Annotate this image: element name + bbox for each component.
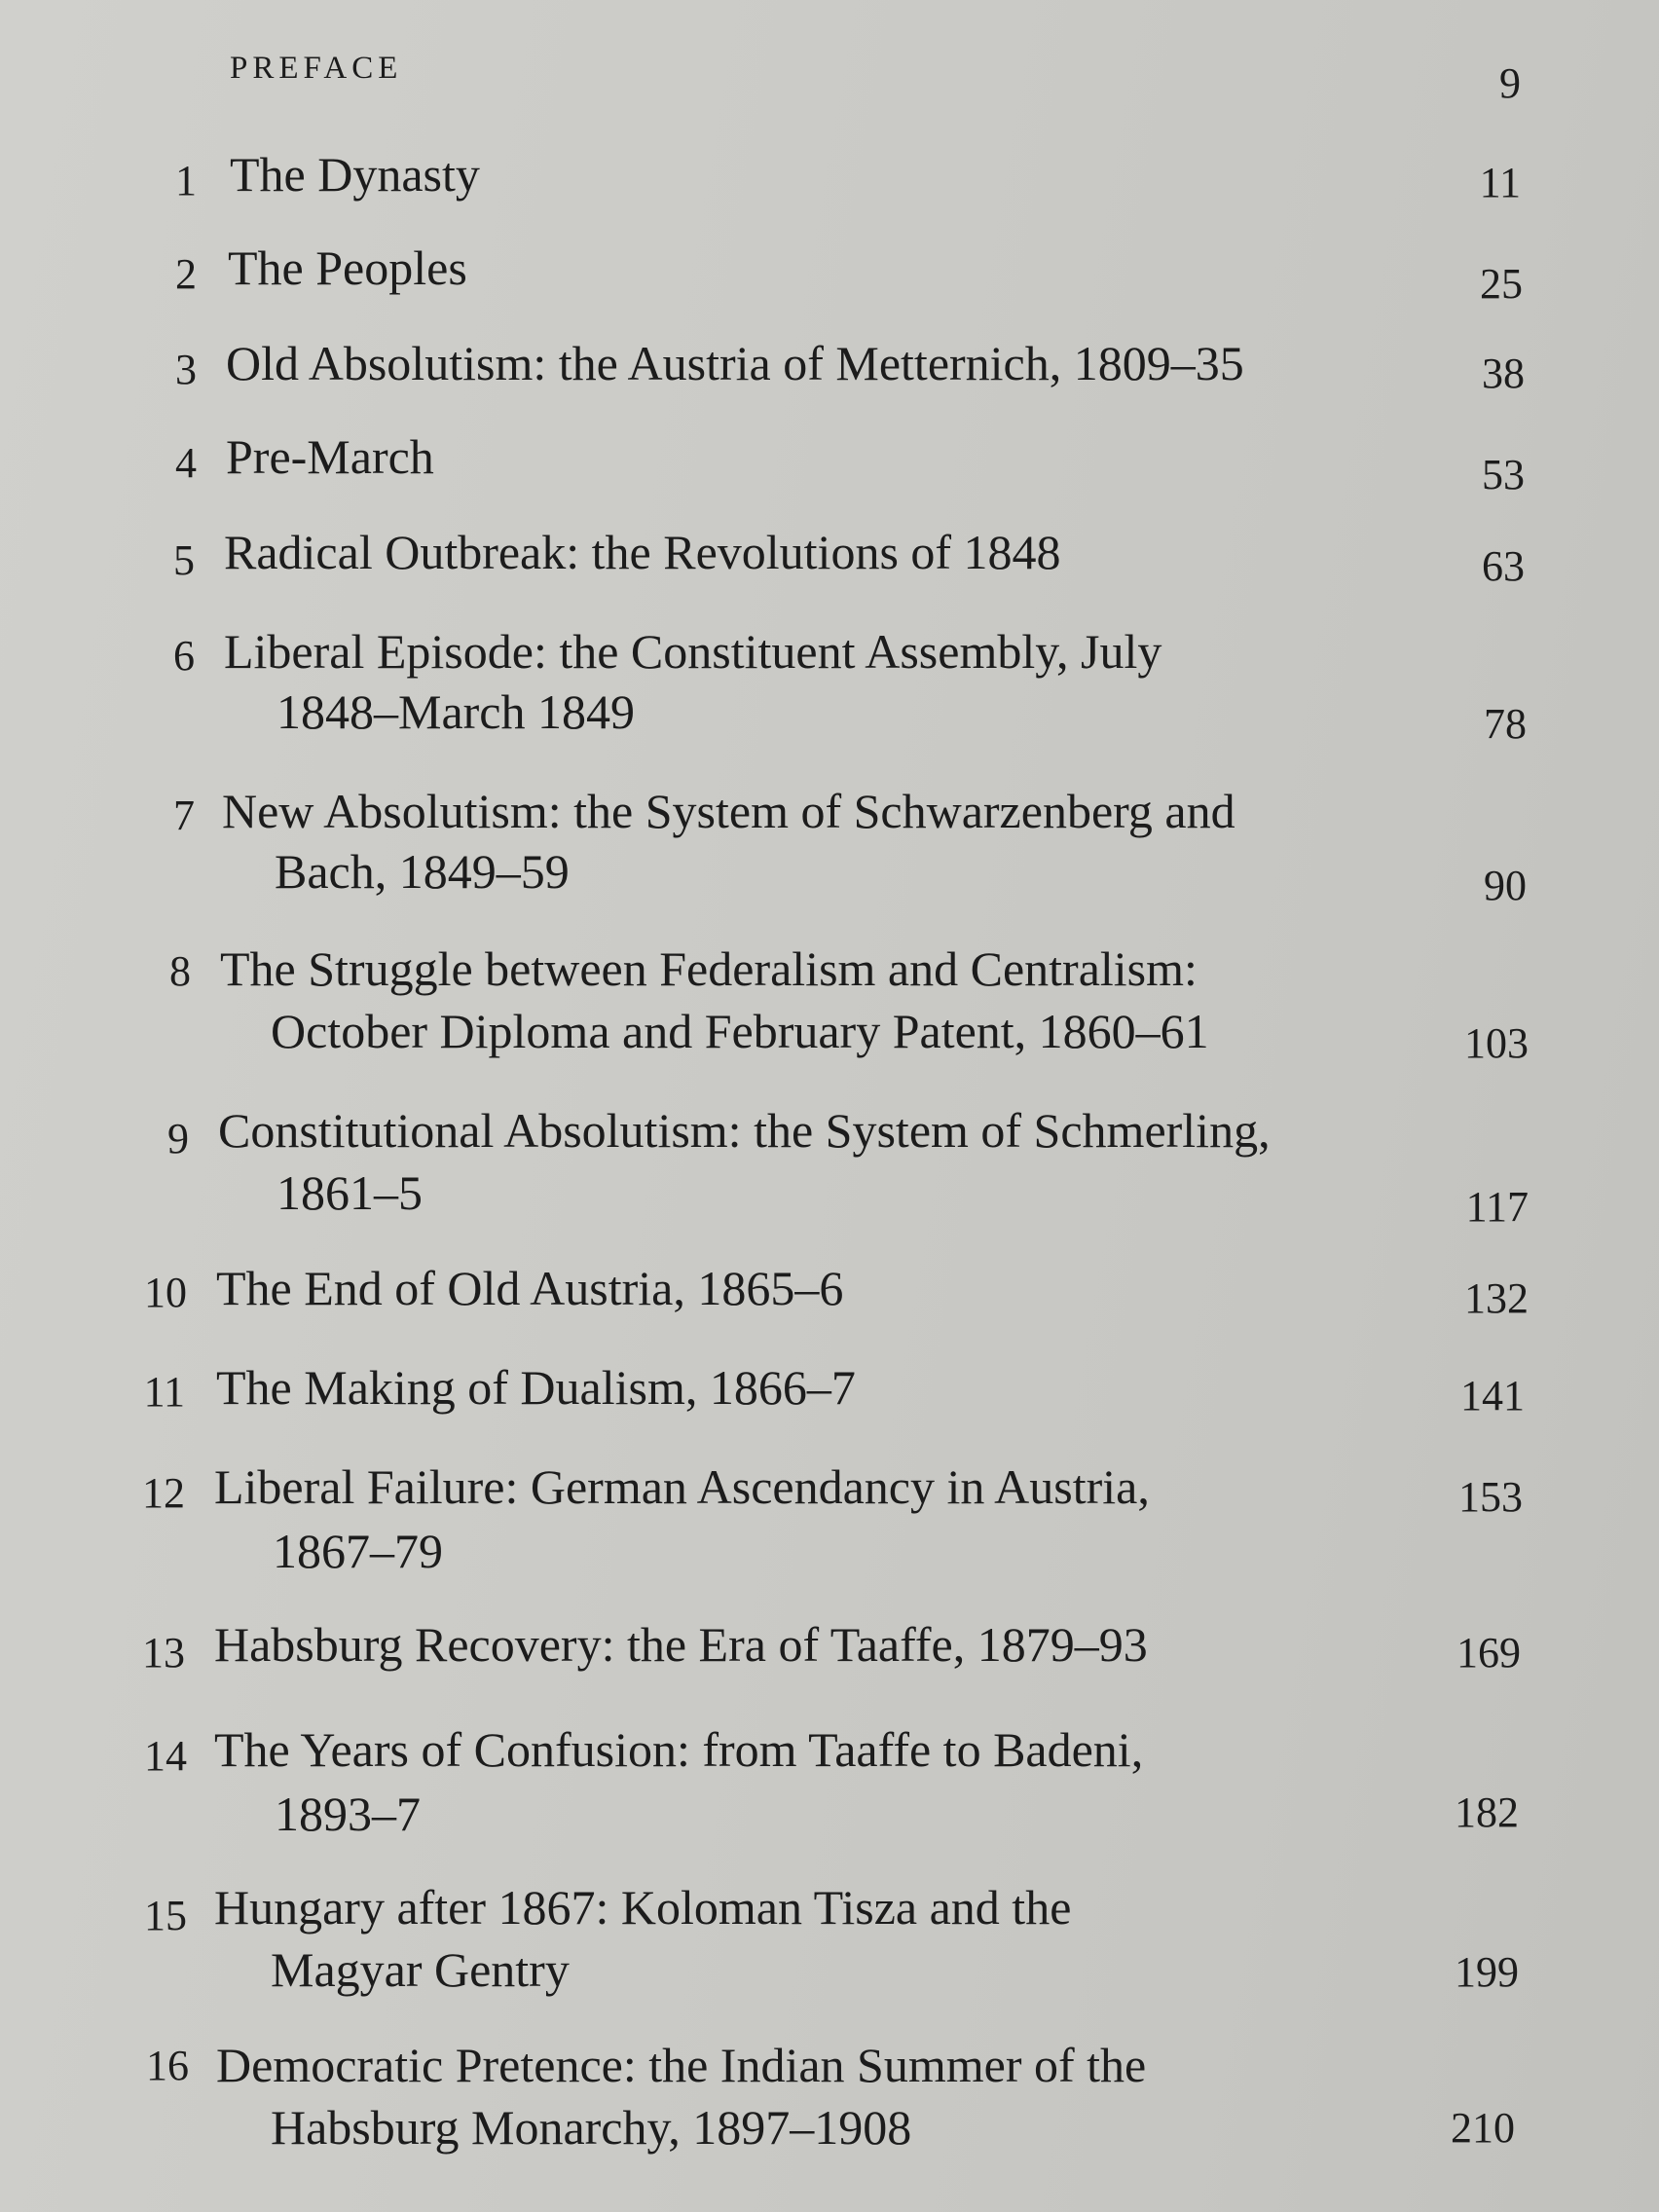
chapter-title: Liberal Failure: German Ascendancy in Austria, — [214, 1459, 1150, 1514]
chapter-title: The Struggle between Federalism and Centralism: — [220, 941, 1198, 996]
chapter-title-continuation: Habsburg Monarchy, 1897–1908 — [271, 2100, 912, 2155]
chapter-page-number: 182 — [1455, 1788, 1519, 1836]
chapter-title: Hungary after 1867: Koloman Tisza and the — [214, 1880, 1072, 1935]
chapter-page-number: 169 — [1456, 1629, 1521, 1677]
chapter-title-continuation: 1867–79 — [273, 1524, 443, 1578]
chapter-number: 5 — [173, 536, 195, 584]
chapter-number: 9 — [167, 1115, 189, 1162]
chapter-number: 16 — [146, 2042, 189, 2089]
chapter-page-number: 53 — [1482, 451, 1525, 498]
chapter-page-number: 141 — [1460, 1372, 1525, 1419]
chapter-number: 14 — [144, 1732, 187, 1780]
chapter-title: The Dynasty — [230, 147, 480, 202]
chapter-page-number: 210 — [1451, 2104, 1515, 2152]
chapter-title-continuation: October Diploma and February Patent, 1860–61 — [271, 1004, 1209, 1058]
chapter-page-number: 78 — [1484, 700, 1527, 748]
chapter-number: 6 — [173, 632, 195, 680]
chapter-title: The Peoples — [228, 240, 467, 295]
preface-label: PREFACE — [230, 51, 403, 86]
chapter-title: New Absolutism: the System of Schwarzenberg and — [222, 784, 1235, 838]
chapter-number: 1 — [175, 157, 197, 204]
chapter-number: 13 — [142, 1629, 185, 1677]
chapter-number: 15 — [144, 1892, 187, 1939]
chapter-number: 11 — [143, 1368, 185, 1416]
chapter-number: 3 — [175, 346, 197, 393]
chapter-page-number: 25 — [1480, 260, 1523, 308]
chapter-number: 8 — [169, 947, 191, 995]
chapter-title: The Making of Dualism, 1866–7 — [216, 1360, 856, 1415]
chapter-title: Radical Outbreak: the Revolutions of 1848 — [224, 525, 1061, 579]
preface-page-number: 9 — [1499, 59, 1521, 107]
chapter-title: Constitutional Absolutism: the System of Schmerling, — [218, 1103, 1271, 1158]
chapter-title: The Years of Confusion: from Taaffe to Badeni, — [214, 1722, 1144, 1777]
chapter-number: 2 — [175, 250, 197, 298]
chapter-title: Liberal Episode: the Constituent Assembly, July — [224, 624, 1162, 679]
chapter-title-continuation: Bach, 1849–59 — [275, 844, 570, 899]
chapter-page-number: 63 — [1482, 542, 1525, 590]
chapter-title: Habsburg Recovery: the Era of Taaffe, 1879–93 — [214, 1617, 1148, 1672]
chapter-number: 10 — [144, 1269, 187, 1316]
chapter-number: 7 — [173, 792, 195, 839]
chapter-page-number: 199 — [1455, 1948, 1519, 1996]
chapter-title-continuation: 1848–March 1849 — [276, 684, 635, 739]
chapter-page-number: 153 — [1458, 1473, 1523, 1521]
chapter-title-continuation: 1893–7 — [275, 1787, 421, 1841]
chapter-page-number: 132 — [1464, 1274, 1529, 1322]
chapter-page-number: 103 — [1464, 1019, 1529, 1067]
chapter-page-number: 38 — [1482, 350, 1525, 397]
chapter-title: Democratic Pretence: the Indian Summer of the — [216, 2038, 1147, 2092]
chapter-title: Old Absolutism: the Austria of Metternich, 1809–35 — [226, 336, 1244, 390]
chapter-number: 12 — [142, 1469, 185, 1517]
chapter-title: Pre-March — [226, 429, 434, 484]
chapter-page-number: 117 — [1465, 1183, 1529, 1231]
chapter-title-continuation: 1861–5 — [276, 1165, 423, 1220]
chapter-page-number: 11 — [1479, 159, 1521, 206]
chapter-page-number: 90 — [1484, 862, 1527, 909]
chapter-title-continuation: Magyar Gentry — [271, 1942, 570, 1997]
chapter-title: The End of Old Austria, 1865–6 — [216, 1261, 844, 1315]
chapter-number: 4 — [175, 439, 197, 487]
